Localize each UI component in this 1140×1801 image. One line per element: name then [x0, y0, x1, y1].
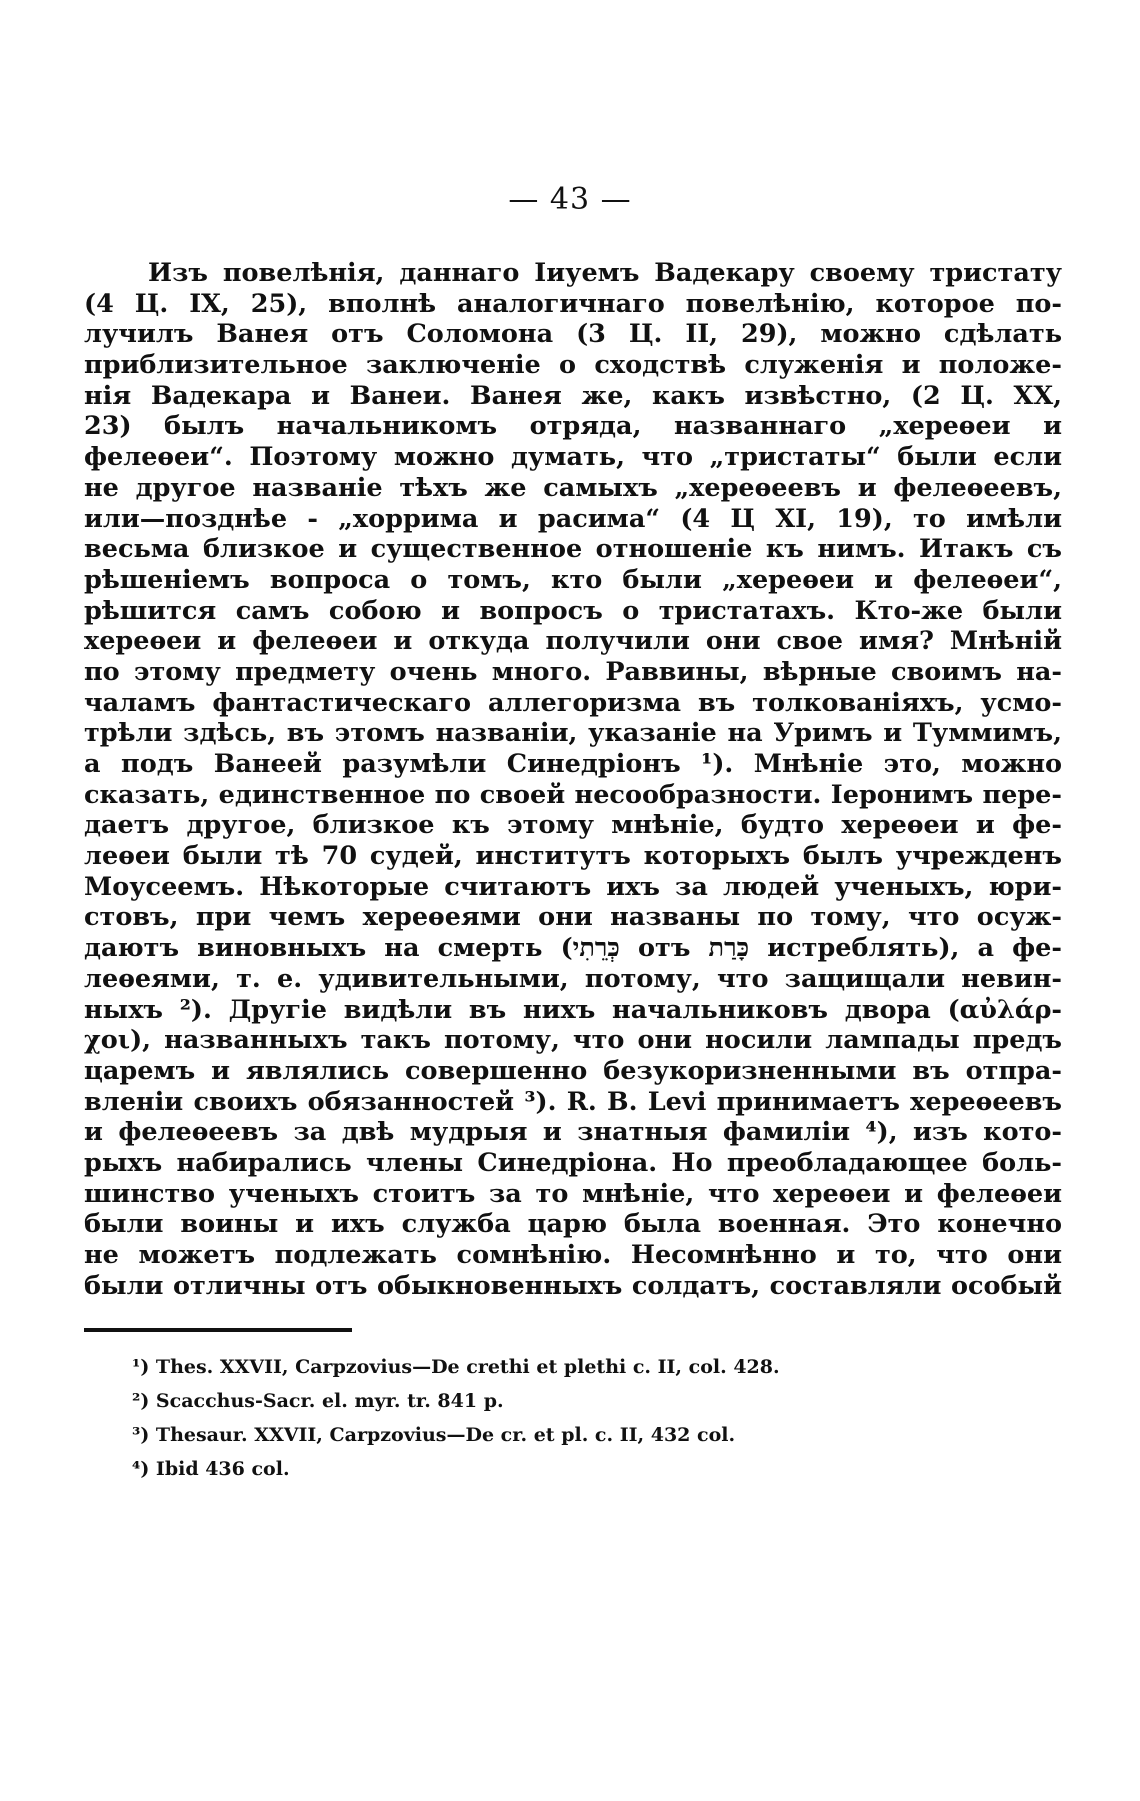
main-text	[84, 258, 1062, 1301]
text-line: даютъ виновныхъ на смерть (כְּרֵתִי отъ כָּרַת истреблять), а фе-	[84, 933, 1062, 964]
text-line: рѣшится самъ собою и вопросъ о тристатахъ. Кто-же были	[84, 595, 1062, 626]
text-line: царемъ и являлись совершенно безукоризненными въ отпра-	[84, 1055, 1062, 1086]
text-line: чаламъ фантастическаго аллегоризма въ толкованіяхъ, усмо-	[84, 687, 1062, 718]
page-number: — 43 —	[508, 182, 632, 217]
text-line: по этому предмету очень много. Раввины, вѣрные своимъ на-	[84, 656, 1062, 687]
text-line: фелеѳеи“. Поэтому можно думать, что „тристаты“ были если	[84, 442, 1062, 473]
footnote: ⁴) Ibid 436 col.	[132, 1458, 290, 1480]
text-line: лучилъ Ванея отъ Соломона (3 Ц. II, 29), можно сдѣлать	[84, 319, 1062, 350]
text-line: нія Вадекара и Ванеи. Ванея же, какъ извѣстно, (2 Ц. XX,	[84, 380, 1062, 411]
text-line: хереѳеи и фелеѳеи и откуда получили они свое имя? Мнѣній	[84, 626, 1062, 657]
footnote-divider	[84, 1328, 352, 1332]
text-line: приблизительное заключеніе о сходствѣ служенія и положе-	[84, 350, 1062, 381]
text-line: Изъ повелѣнія, даннаго Іиуемъ Вадекару своему тристату	[148, 258, 1062, 288]
text-line: даетъ другое, близкое къ этому мнѣніе, будто хереѳеи и фе-	[84, 810, 1062, 841]
text-line: ныхъ ²). Другіе видѣли въ нихъ начальниковъ двора (αὐλάρ-	[84, 994, 1062, 1025]
text-line: 23) былъ начальникомъ отряда, названнаго „хереѳеи и	[84, 411, 1062, 442]
text-line: и фелеѳеевъ за двѣ мудрыя и знатныя фамиліи ⁴), изъ кото-	[84, 1117, 1062, 1148]
text-line: леѳеи были тѣ 70 судей, институтъ которыхъ былъ учрежденъ	[84, 841, 1062, 872]
footnotes	[132, 1350, 932, 1486]
footnote: ¹) Thes. XXVII, Carpzovius—De crethi et plethi c. II, col. 428.	[132, 1356, 780, 1378]
text-line: вленіи своихъ обязанностей ³). R. B. Levi принимаетъ хереѳеевъ	[84, 1086, 1062, 1117]
text-line: а подъ Ванеей разумѣли Синедріонъ ¹). Мнѣніе это, можно	[84, 749, 1062, 779]
text-line: (4 Ц. IX, 25), вполнѣ аналогичнаго повелѣнію, которое по-	[84, 288, 1062, 319]
text-line: или—позднѣе - „хоррима и расима“ (4 Ц XI, 19), то имѣли	[84, 503, 1062, 534]
text-line: χοι), названныхъ такъ потому, что они носили лампады предъ	[84, 1025, 1062, 1056]
text-line: леѳеями, т. е. удивительными, потому, что защищали невин-	[84, 963, 1062, 994]
text-line: были воины и ихъ служба царю была военная. Это конечно	[84, 1209, 1062, 1240]
text-line: не другое названіе тѣхъ же самыхъ „хереѳеевъ и фелеѳеевъ,	[84, 472, 1062, 503]
text-line: не можетъ подлежать сомнѣнію. Несомнѣнно и то, что они	[84, 1240, 1062, 1270]
text-line: шинство ученыхъ стоитъ за то мнѣніе, что хереѳеи и фелеѳеи	[84, 1178, 1062, 1209]
text-line: Моусеемъ. Нѣкоторые считаютъ ихъ за людей ученыхъ, юри-	[84, 871, 1062, 902]
text-line: весьма близкое и существенное отношеніе къ нимъ. Итакъ съ	[84, 534, 1062, 565]
text-line: рыхъ набирались члены Синедріона. Но преобладающее боль-	[84, 1147, 1062, 1178]
text-line: были отличны отъ обыкновенныхъ солдатъ, составляли особый	[84, 1270, 1062, 1301]
text-line: рѣшеніемъ вопроса о томъ, кто были „хереѳеи и фелеѳеи“,	[84, 564, 1062, 595]
text-line: стовъ, при чемъ хереѳеями они названы по тому, что осуж-	[84, 902, 1062, 933]
text-line: сказать, единственное по своей несообразности. Іеронимъ пере-	[84, 779, 1062, 810]
text-line: трѣли здѣсь, въ этомъ названіи, указаніе на Уримъ и Туммимъ,	[84, 718, 1062, 749]
footnote: ²) Scacchus-Sacr. el. myr. tr. 841 p.	[132, 1390, 504, 1412]
footnote: ³) Thesaur. XXVII, Carpzovius—De cr. et pl. c. II, 432 col.	[132, 1424, 736, 1446]
